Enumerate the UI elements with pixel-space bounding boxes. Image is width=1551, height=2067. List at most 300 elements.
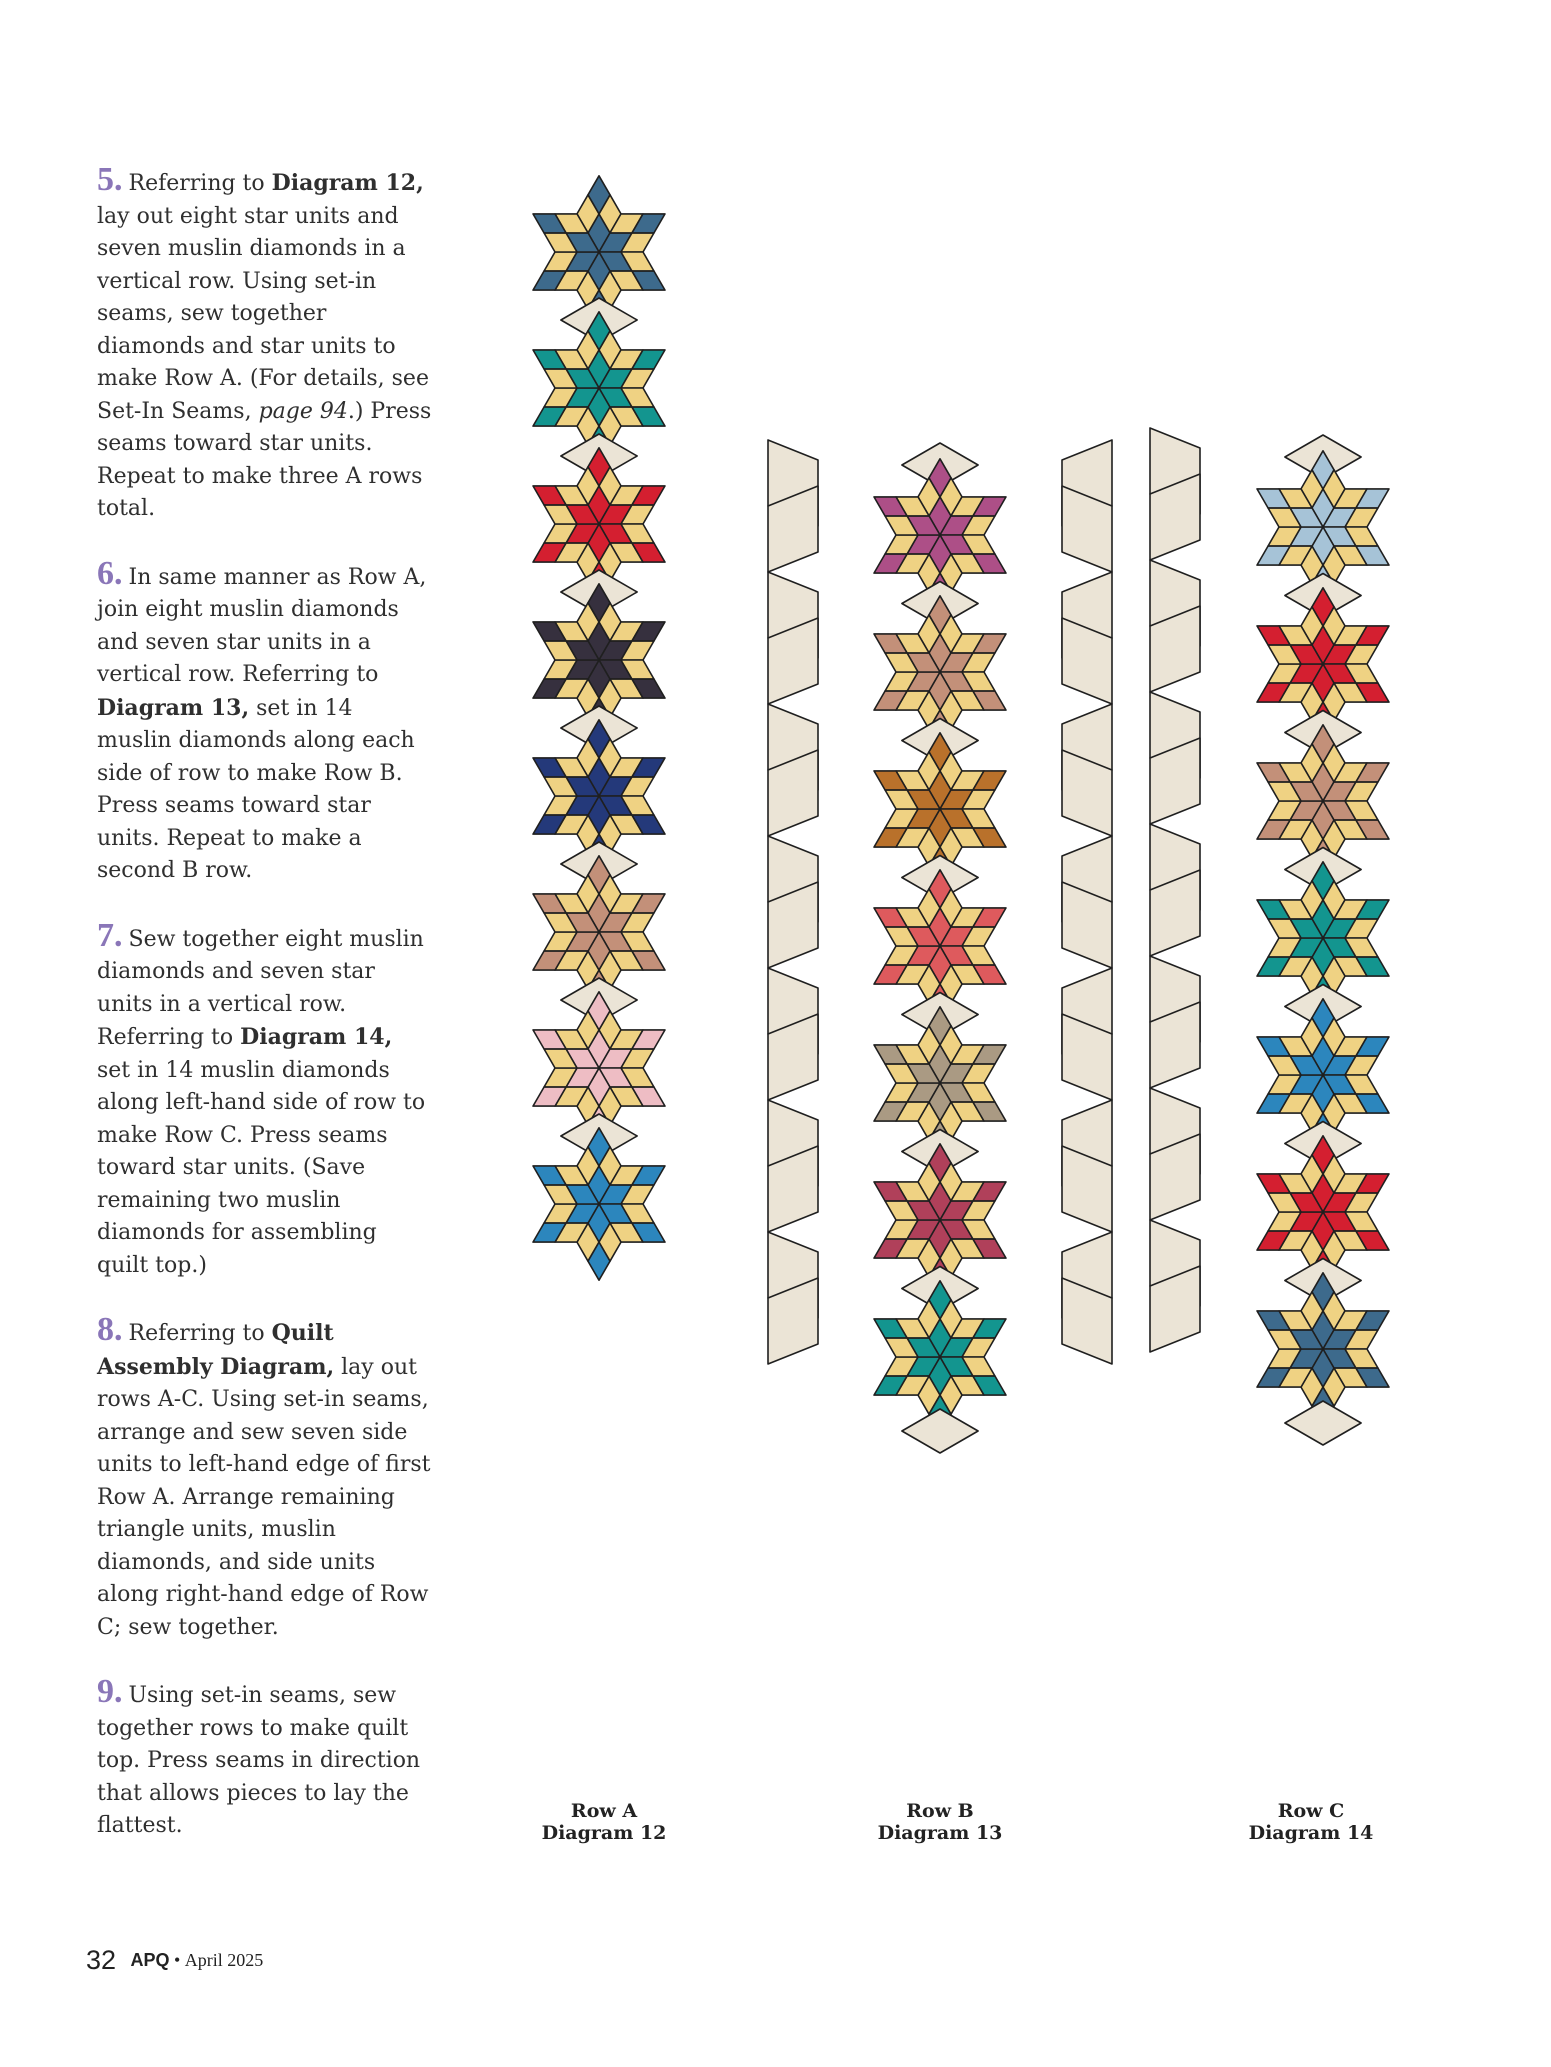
- step-text: Referring to: [128, 171, 272, 196]
- star-diamond: [1323, 919, 1356, 938]
- star-diamond: [1323, 938, 1356, 957]
- star-diamond: [929, 733, 951, 771]
- star-diamond: [1356, 626, 1389, 645]
- star-diamond: [929, 1281, 951, 1319]
- star-diamond: [599, 777, 632, 796]
- side-diamond: [768, 1278, 818, 1364]
- star-diamond: [566, 641, 599, 660]
- star-diamond: [885, 653, 918, 672]
- muslin-diamond: [902, 582, 978, 626]
- star-diamond: [1323, 1155, 1345, 1193]
- side-diamond: [1150, 1002, 1200, 1088]
- star-diamond: [599, 369, 632, 388]
- star-diamond: [610, 622, 643, 641]
- star-diamond: [577, 543, 599, 581]
- magazine-name: APQ: [130, 1950, 170, 1970]
- row-b-label: Row B: [906, 1800, 974, 1822]
- star-diamond: [632, 350, 665, 369]
- star-diamond: [962, 1338, 995, 1357]
- star-diamond: [929, 1319, 951, 1357]
- side-diamond: [768, 486, 818, 572]
- star-diamond: [962, 946, 995, 965]
- step-number: 9.: [97, 1673, 123, 1710]
- muslin-diamond: [902, 1130, 978, 1174]
- star-diamond: [929, 1083, 951, 1121]
- star-unit: [1257, 588, 1389, 740]
- star-diamond: [940, 672, 973, 691]
- muslin-diamond: [1285, 1122, 1361, 1166]
- star-diamond: [610, 1030, 643, 1049]
- star-diamond: [621, 660, 654, 679]
- side-diamond: [1062, 1014, 1112, 1100]
- star-diamond: [1301, 744, 1323, 782]
- side-diamond: [768, 836, 818, 922]
- star-diamond: [1334, 626, 1367, 645]
- star-diamond: [896, 634, 929, 653]
- star-diamond: [555, 758, 588, 777]
- star-diamond: [621, 777, 654, 796]
- star-diamond: [885, 927, 918, 946]
- star-diamond: [951, 1102, 984, 1121]
- star-diamond: [896, 554, 929, 573]
- row-a-label: Row A: [570, 1800, 638, 1822]
- side-diamond: [1150, 956, 1200, 1042]
- star-diamond: [973, 828, 1006, 847]
- muslin-diamond: [1285, 985, 1361, 1029]
- star-diamond: [918, 1300, 940, 1338]
- star-diamond: [1290, 664, 1323, 683]
- side-diamond: [1062, 1100, 1112, 1186]
- star-diamond: [940, 478, 962, 516]
- star-diamond: [1312, 588, 1334, 626]
- star-diamond: [940, 1338, 973, 1357]
- star-diamond: [1323, 664, 1356, 683]
- star-diamond: [885, 1201, 918, 1220]
- star-diamond: [566, 233, 599, 252]
- muslin-diamond: [1285, 848, 1361, 892]
- step-bold-ref: Diagram 14,: [240, 1024, 393, 1050]
- step-text: In same manner as Row A, join eight muslin diamonds and seven star units in a vertical row. Referring to: [97, 564, 427, 687]
- star-diamond: [599, 1147, 621, 1185]
- star-diamond: [621, 369, 654, 388]
- star-diamond: [962, 516, 995, 535]
- star-diamond: [533, 407, 566, 426]
- star-diamond: [896, 965, 929, 984]
- side-diamond: [1150, 560, 1200, 646]
- star-diamond: [951, 965, 984, 984]
- star-diamond: [1323, 782, 1356, 801]
- star-diamond: [1268, 1193, 1301, 1212]
- star-diamond: [599, 388, 632, 407]
- star-diamond: [885, 516, 918, 535]
- star-diamond: [599, 1087, 621, 1125]
- star-diamond: [577, 603, 599, 641]
- star-diamond: [533, 679, 566, 698]
- side-diamond: [1062, 750, 1112, 836]
- star-diamond: [1279, 1368, 1312, 1387]
- diagram-row-c: [1150, 428, 1389, 1445]
- star-diamond: [533, 1030, 566, 1049]
- star-diamond: [588, 448, 610, 486]
- star-diamond: [1268, 938, 1301, 957]
- instructions-column: [97, 161, 432, 1875]
- star-diamond: [599, 1185, 632, 1204]
- star-diamond: [929, 809, 951, 847]
- star-diamond: [1356, 1094, 1389, 1113]
- star-diamond: [588, 834, 610, 872]
- star-diamond: [566, 913, 599, 932]
- star-diamond: [918, 828, 940, 866]
- star-diamond: [1301, 1155, 1323, 1193]
- star-diamond: [632, 543, 665, 562]
- side-diamond: [1150, 824, 1200, 910]
- star-diamond: [610, 271, 643, 290]
- star-unit: [1257, 862, 1389, 1014]
- star-diamond: [555, 271, 588, 290]
- step-text: .) Press seams toward star units. Repeat to make three A rows total.: [97, 398, 432, 521]
- star-diamond: [544, 1185, 577, 1204]
- star-diamond: [1312, 1273, 1334, 1311]
- star-diamond: [588, 796, 610, 834]
- side-diamond: [1062, 440, 1112, 526]
- star-diamond: [588, 312, 610, 350]
- star-diamond: [632, 679, 665, 698]
- star-diamond: [599, 505, 632, 524]
- star-diamond: [533, 622, 566, 641]
- star-diamond: [533, 543, 566, 562]
- star-diamond: [1290, 508, 1323, 527]
- star-diamond: [621, 796, 654, 815]
- side-diamond: [1062, 704, 1112, 790]
- star-diamond: [962, 672, 995, 691]
- star-diamond: [610, 1223, 643, 1242]
- star-diamond: [929, 946, 951, 984]
- star-diamond: [621, 388, 654, 407]
- star-diamond: [929, 984, 951, 1022]
- star-diamond: [588, 388, 610, 426]
- star-diamond: [577, 195, 599, 233]
- star-diamond: [621, 233, 654, 252]
- star-diamond: [907, 535, 940, 554]
- side-diamond: [768, 572, 818, 658]
- side-diamond: [1150, 870, 1200, 956]
- star-diamond: [566, 1204, 599, 1223]
- star-diamond: [566, 252, 599, 271]
- side-diamond: [1150, 1220, 1200, 1306]
- star-diamond: [555, 1030, 588, 1049]
- star-unit: [874, 459, 1006, 611]
- muslin-diamond: [561, 570, 637, 614]
- side-diamond: [768, 618, 818, 704]
- star-diamond: [951, 1376, 984, 1395]
- star-diamond: [973, 1182, 1006, 1201]
- star-diamond: [588, 1204, 610, 1242]
- step-text: page 94: [258, 398, 348, 424]
- star-diamond: [1257, 820, 1290, 839]
- star-diamond: [929, 634, 951, 672]
- star-diamond: [599, 875, 621, 913]
- star-diamond: [1301, 957, 1323, 995]
- star-diamond: [874, 497, 907, 516]
- star-diamond: [951, 1239, 984, 1258]
- star-diamond: [874, 1102, 907, 1121]
- star-diamond: [929, 1144, 951, 1182]
- star-diamond: [588, 562, 610, 600]
- star-diamond: [973, 1102, 1006, 1121]
- star-diamond: [1323, 508, 1356, 527]
- star-diamond: [962, 1083, 995, 1102]
- star-diamond: [1257, 1037, 1290, 1056]
- star-diamond: [566, 505, 599, 524]
- star-diamond: [588, 992, 610, 1030]
- star-diamond: [1279, 957, 1312, 976]
- side-diamond: [1062, 836, 1112, 922]
- star-diamond: [1279, 820, 1312, 839]
- side-diamond: [1062, 1278, 1112, 1364]
- diagram-12-label: Diagram 12: [541, 1822, 667, 1844]
- star-diamond: [599, 932, 632, 951]
- caption-row-b: [840, 1800, 1040, 1844]
- muslin-diamond: [1285, 574, 1361, 618]
- star-diamond: [588, 1166, 610, 1204]
- star-diamond: [544, 369, 577, 388]
- star-diamond: [1334, 683, 1367, 702]
- star-diamond: [1268, 645, 1301, 664]
- star-diamond: [907, 1220, 940, 1239]
- star-diamond: [1356, 546, 1389, 565]
- star-diamond: [632, 486, 665, 505]
- star-diamond: [1334, 763, 1367, 782]
- star-diamond: [588, 524, 610, 562]
- step-text: set in 14 muslin diamonds along each side of row to make Row B. Press seams toward star units. Repeat to make a second B row.: [97, 695, 415, 883]
- star-diamond: [951, 1182, 984, 1201]
- star-diamond: [1312, 489, 1334, 527]
- star-diamond: [1301, 607, 1323, 645]
- star-diamond: [874, 1045, 907, 1064]
- star-diamond: [918, 1239, 940, 1277]
- star-diamond: [1345, 645, 1378, 664]
- star-diamond: [907, 516, 940, 535]
- star-diamond: [533, 894, 566, 913]
- star-diamond: [621, 524, 654, 543]
- star-diamond: [874, 1376, 907, 1395]
- side-diamond: [1150, 1088, 1200, 1174]
- footer-separator: •: [173, 1950, 181, 1970]
- star-diamond: [940, 1102, 962, 1140]
- star-diamond: [951, 554, 984, 573]
- star-diamond: [907, 809, 940, 828]
- star-diamond: [896, 1376, 929, 1395]
- star-diamond: [1301, 1231, 1323, 1269]
- caption-row-a: [504, 1800, 704, 1844]
- star-diamond: [907, 1357, 940, 1376]
- side-diamond: [768, 750, 818, 836]
- star-diamond: [1312, 527, 1334, 565]
- star-diamond: [555, 679, 588, 698]
- step-bold-ref: Diagram 12,: [271, 170, 424, 196]
- star-diamond: [544, 1068, 577, 1087]
- star-diamond: [1279, 1174, 1312, 1193]
- star-diamond: [588, 1128, 610, 1166]
- star-unit: [874, 1281, 1006, 1433]
- star-diamond: [1257, 957, 1290, 976]
- star-diamond: [1345, 508, 1378, 527]
- star-diamond: [632, 271, 665, 290]
- star-diamond: [929, 908, 951, 946]
- star-diamond: [940, 1064, 973, 1083]
- step-bold-ref: Diagram 13,: [97, 694, 250, 721]
- star-diamond: [577, 331, 599, 369]
- star-diamond: [599, 739, 621, 777]
- star-diamond: [610, 758, 643, 777]
- star-diamond: [1268, 782, 1301, 801]
- step-text: Referring to: [128, 1321, 272, 1346]
- star-diamond: [1312, 938, 1334, 976]
- star-unit: [1257, 1136, 1389, 1288]
- star-diamond: [962, 1357, 995, 1376]
- star-diamond: [632, 1166, 665, 1185]
- muslin-diamond: [561, 706, 637, 750]
- star-diamond: [1290, 801, 1323, 820]
- star-diamond: [610, 486, 643, 505]
- star-diamond: [1301, 683, 1323, 721]
- step-text: lay out rows A-C. Using set-in seams, arrange and sew seven side units to left-hand edge of first Row A. Arrange remaining triangle units, muslin diamonds, and side units along right-hand edge of Row C; sew together.: [97, 1354, 431, 1640]
- star-diamond: [544, 932, 577, 951]
- star-unit: [533, 584, 665, 736]
- star-diamond: [1323, 957, 1345, 995]
- star-diamond: [555, 1166, 588, 1185]
- star-diamond: [555, 622, 588, 641]
- star-diamond: [599, 603, 621, 641]
- star-diamond: [533, 1087, 566, 1106]
- star-diamond: [1257, 683, 1290, 702]
- star-diamond: [1257, 763, 1290, 782]
- star-diamond: [1312, 565, 1334, 603]
- star-diamond: [885, 1357, 918, 1376]
- star-diamond: [940, 1220, 973, 1239]
- star-diamond: [588, 214, 610, 252]
- star-diamond: [1323, 527, 1356, 546]
- star-diamond: [632, 1223, 665, 1242]
- diagram-13-label: Diagram 13: [877, 1822, 1003, 1844]
- star-diamond: [599, 331, 621, 369]
- star-diamond: [632, 622, 665, 641]
- star-diamond: [632, 1030, 665, 1049]
- step-number: 5.: [97, 161, 123, 198]
- issue-date: April 2025: [184, 1950, 264, 1970]
- star-diamond: [1301, 470, 1323, 508]
- star-diamond: [973, 497, 1006, 516]
- star-diamond: [577, 1087, 599, 1125]
- star-diamond: [544, 1204, 577, 1223]
- star-diamond: [533, 1166, 566, 1185]
- star-diamond: [632, 407, 665, 426]
- star-diamond: [588, 486, 610, 524]
- star-diamond: [929, 459, 951, 497]
- star-diamond: [1334, 1368, 1367, 1387]
- star-diamond: [533, 214, 566, 233]
- star-diamond: [1301, 1094, 1323, 1132]
- star-diamond: [929, 573, 951, 611]
- star-diamond: [1334, 820, 1367, 839]
- star-diamond: [1356, 900, 1389, 919]
- row-c-label: Row C: [1277, 1800, 1345, 1822]
- star-diamond: [896, 1045, 929, 1064]
- star-diamond: [544, 796, 577, 815]
- star-diamond: [610, 951, 643, 970]
- star-diamond: [544, 1049, 577, 1068]
- star-diamond: [874, 691, 907, 710]
- star-diamond: [599, 679, 621, 717]
- muslin-diamond: [561, 978, 637, 1022]
- star-diamond: [1279, 626, 1312, 645]
- star-diamond: [1334, 1231, 1367, 1250]
- star-diamond: [885, 535, 918, 554]
- star-diamond: [1323, 1075, 1356, 1094]
- star-diamond: [533, 758, 566, 777]
- star-diamond: [940, 653, 973, 672]
- star-diamond: [896, 1182, 929, 1201]
- star-diamond: [1312, 451, 1334, 489]
- step-8: [97, 1311, 432, 1644]
- star-diamond: [1279, 546, 1312, 565]
- muslin-diamond: [902, 856, 978, 900]
- star-diamond: [918, 1376, 940, 1414]
- star-diamond: [621, 1185, 654, 1204]
- star-diamond: [1323, 1368, 1345, 1406]
- star-diamond: [1268, 1075, 1301, 1094]
- star-diamond: [610, 894, 643, 913]
- star-diamond: [918, 889, 940, 927]
- star-diamond: [929, 1220, 951, 1258]
- muslin-diamond: [1285, 435, 1361, 479]
- muslin-diamond: [902, 1409, 978, 1453]
- star-diamond: [577, 1011, 599, 1049]
- star-diamond: [577, 467, 599, 505]
- star-diamond: [951, 771, 984, 790]
- muslin-diamond: [561, 842, 637, 886]
- star-diamond: [1257, 626, 1290, 645]
- star-diamond: [940, 1163, 962, 1201]
- star-diamond: [1312, 1212, 1334, 1250]
- star-unit: [874, 1144, 1006, 1296]
- side-diamond: [768, 1232, 818, 1318]
- side-diamond: [1062, 618, 1112, 704]
- star-diamond: [566, 524, 599, 543]
- star-diamond: [632, 758, 665, 777]
- star-diamond: [1290, 1075, 1323, 1094]
- side-diamond: [1062, 968, 1112, 1054]
- star-diamond: [1356, 1231, 1389, 1250]
- star-diamond: [1345, 664, 1378, 683]
- star-diamond: [588, 970, 610, 1008]
- star-diamond: [973, 771, 1006, 790]
- star-diamond: [555, 486, 588, 505]
- star-diamond: [1345, 1056, 1378, 1075]
- star-diamond: [599, 951, 621, 989]
- star-diamond: [1334, 1311, 1367, 1330]
- star-diamond: [1279, 763, 1312, 782]
- star-diamond: [1312, 763, 1334, 801]
- star-diamond: [1268, 1349, 1301, 1368]
- star-diamond: [885, 790, 918, 809]
- star-unit: [874, 596, 1006, 748]
- star-diamond: [874, 1319, 907, 1338]
- star-diamond: [1312, 1387, 1334, 1425]
- muslin-diamond: [1285, 1259, 1361, 1303]
- side-diamond: [1150, 428, 1200, 514]
- star-diamond: [533, 486, 566, 505]
